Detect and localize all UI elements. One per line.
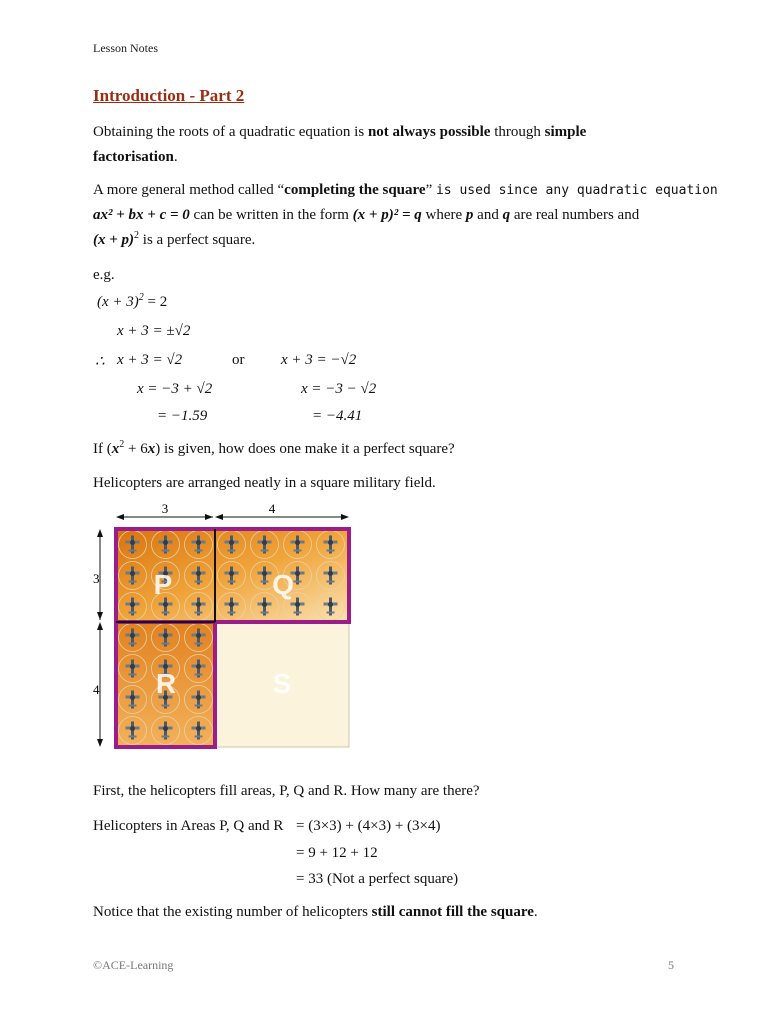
p1-text3: . — [173, 149, 178, 165]
paragraph-2 — [93, 178, 718, 253]
example-or: or — [232, 352, 245, 368]
p2-text7: are real numbers and — [510, 207, 640, 223]
q-t2: + 6 — [124, 441, 148, 457]
perfect-square-question — [93, 437, 455, 462]
p1-bold3: factorisation — [93, 149, 174, 165]
calc-line2: = 9 + 12 + 12 — [296, 845, 378, 861]
p2-text8: is a perfect square. — [139, 232, 256, 248]
p2-text2: ” — [425, 182, 436, 198]
p2-eq-form: (x + p)² = q — [352, 207, 422, 223]
fill-question: First, the helicopters fill areas, P, Q and R. How many are there? — [93, 783, 480, 799]
page-number: 5 — [668, 958, 674, 972]
calc-label: Helicopters in Areas P, Q and R — [93, 818, 284, 834]
paragraph-1 — [93, 120, 586, 170]
notice-paragraph — [93, 900, 538, 925]
p2-eq-square: (x + p) — [93, 232, 135, 248]
label-r: R — [155, 668, 177, 699]
example-label: e.g. — [93, 267, 115, 283]
p2-text1: A more general method called “ — [93, 182, 285, 198]
example-line2: x + 3 = ±√2 — [117, 323, 191, 339]
label-s: S — [272, 668, 292, 699]
notice-t1: Notice that the existing number of helicopters — [93, 904, 372, 920]
label-q: Q — [272, 569, 294, 600]
q-x: x — [147, 441, 156, 457]
arrowhead — [116, 514, 124, 520]
page-title: Introduction - Part 2 — [93, 86, 245, 105]
p2-text5: where — [421, 207, 466, 223]
notice-t2: . — [533, 904, 538, 920]
q-t3: ) is given, how does one make it a perfect square? — [155, 441, 455, 457]
p2-p: p — [465, 207, 474, 223]
ex-l1: (x + 3) — [97, 294, 139, 310]
arrowhead — [97, 739, 103, 747]
p2-eq-general: ax² + bx + c = 0 — [93, 207, 190, 223]
arrowhead — [97, 612, 103, 620]
arrowhead — [341, 514, 349, 520]
example-line5-left: = −1.59 — [157, 408, 208, 424]
q-t1: If ( — [93, 441, 112, 457]
p2-sup: 2 — [134, 230, 140, 241]
q-sup: 2 — [119, 439, 125, 450]
label-p: P — [153, 569, 173, 600]
example-line3-right: x + 3 = −√2 — [281, 352, 357, 368]
example-line4-left: x = −3 + √2 — [137, 381, 213, 397]
p2-q: q — [502, 207, 511, 223]
p2-text4: can be written in the form — [189, 207, 353, 223]
calc-line3: = 33 (Not a perfect square) — [296, 871, 459, 887]
dim-left-bottom: 4 — [93, 682, 100, 697]
dim-left-top: 3 — [93, 571, 100, 586]
p1-bold: not always possible — [367, 124, 491, 140]
page-header: Lesson Notes — [93, 41, 158, 55]
helicopter-grid-diagram — [88, 498, 358, 752]
notice-bold: still cannot fill the square — [371, 904, 534, 920]
q-x2: x — [111, 441, 120, 457]
p1-text: Obtaining the roots of a quadratic equation is — [93, 124, 368, 140]
dim-top-left: 3 — [161, 501, 169, 516]
p2-bold: completing the square — [284, 182, 426, 198]
p1-text2: through — [490, 124, 545, 140]
example-line3-left: x + 3 = √2 — [117, 352, 183, 368]
p2-text6: and — [473, 207, 503, 223]
example-line4-right: x = −3 − √2 — [301, 381, 377, 397]
p2-text3: is used since any quadratic equation — [435, 183, 718, 198]
helicopter-intro: Helicopters are arranged neatly in a square military field. — [93, 475, 436, 491]
calc-line1: = (3×3) + (4×3) + (3×4) — [296, 818, 441, 834]
p1-bold2: simple — [544, 124, 587, 140]
ex-l1-rhs: = 2 — [143, 294, 168, 310]
arrowhead — [205, 514, 213, 520]
arrowhead — [215, 514, 223, 520]
example-line5-right: = −4.41 — [312, 408, 363, 424]
example-line1 — [97, 294, 167, 311]
dim-top-right: 4 — [268, 501, 276, 516]
arrowhead — [97, 529, 103, 537]
ex-l1-sup: 2 — [138, 292, 144, 303]
footer-copyright: ©ACE-Learning — [93, 958, 174, 972]
therefore-symbol: ∴ — [95, 354, 105, 370]
arrowhead — [97, 622, 103, 630]
